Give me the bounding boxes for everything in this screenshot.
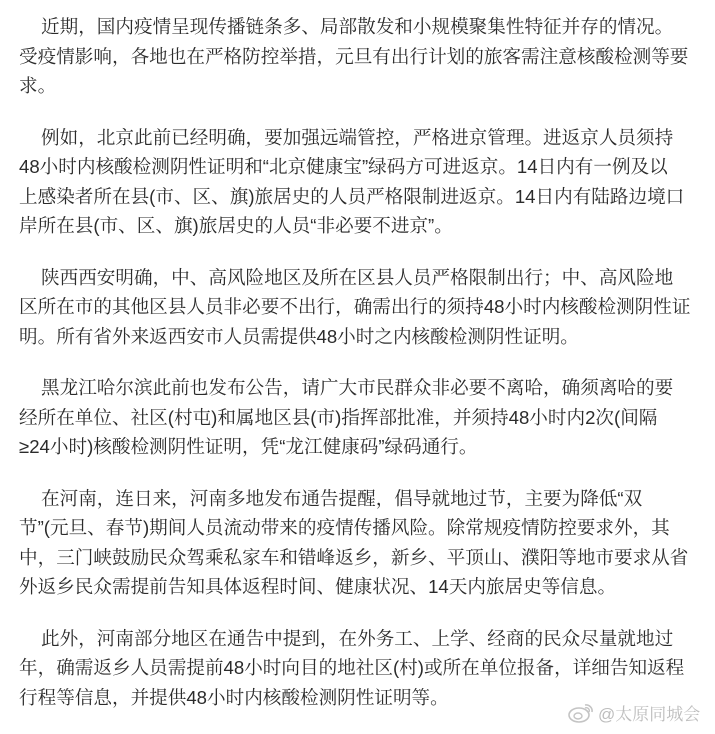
text-line: 中，三门峡鼓励民众驾乘私家车和错峰返乡，新乡、平顶山、濮阳等地市要求从省 [19,546,689,568]
text-line: 上感染者所在县(市、区、旗)旅居史的人员严格限制进返京。14日内有陆路边境口 [19,185,685,207]
text-line: 年，确需返乡人员需提前48小时向目的地社区(村)或所在单位报备，详细告知返程 [19,657,685,678]
paragraph [19,12,709,101]
text-line: 区所在市的其他区县人员非必要不出行，确需出行的须持48小时内核酸检测阴性证 [19,296,691,317]
text-line: 48小时内核酸检测阴性证明和“北京健康宝”绿码方可进返京。14日内有一例及以 [19,156,668,177]
text-line: ≥24小时)核酸检测阴性证明，凭“龙江健康码”绿码通行。 [19,436,478,457]
text-line: 陕西西安明确，中、高风险地区及所在区县人员严格限制出行；中、高风险地 [41,266,674,288]
article-body [19,12,709,734]
watermark [568,700,700,725]
text-line: 岸所在县(市、区、旗)旅居史的人员“非必要不进京”。 [19,215,453,236]
weibo-icon [568,702,594,724]
paragraph [19,624,709,713]
text-line: 外返乡民众需提前告知具体返程时间、健康状况、14天内旅居史等信息。 [19,576,617,597]
text-line: 经所在单位、社区(村屯)和属地区县(市)指挥部批准，并须持48小时内2次(间隔 [19,406,658,428]
text-line: 明。所有省外来返西安市人员需提供48小时之内核酸检测阴性证明。 [19,325,579,347]
paragraph [19,484,709,602]
text-line: 此外，河南部分地区在通告中提到，在外务工、上学、经商的民众尽量就地过 [41,627,674,649]
text-line: 黑龙江哈尔滨此前也发布公告，请广大市民群众非必要不离哈，确须离哈的要 [41,377,674,398]
text-line: 行程等信息，并提供48小时内核酸检测阴性证明等。 [19,686,449,708]
text-line: 求。 [19,75,57,96]
paragraph [19,373,709,462]
text-line: 近期，国内疫情呈现传播链条多、局部散发和小规模聚集性特征并存的情况。 [41,16,674,37]
text-line: 受疫情影响，各地也在严格防控举措，元旦有出行计划的旅客需注意核酸检测等要 [19,45,689,67]
paragraph [19,263,709,352]
text-line: 例如，北京此前已经明确，要加强远端管控，严格进京管理。进返京人员须持 [41,126,674,148]
watermark-text: @太原同城会 [598,705,701,724]
paragraph [19,123,709,241]
text-line: 节”(元旦、春节)期间人员流动带来的疫情传播风险。除常规疫情防控要求外，其 [19,517,670,538]
text-line: 在河南，连日来，河南多地发布通告提醒，倡导就地过节，主要为降低“双 [41,487,643,509]
